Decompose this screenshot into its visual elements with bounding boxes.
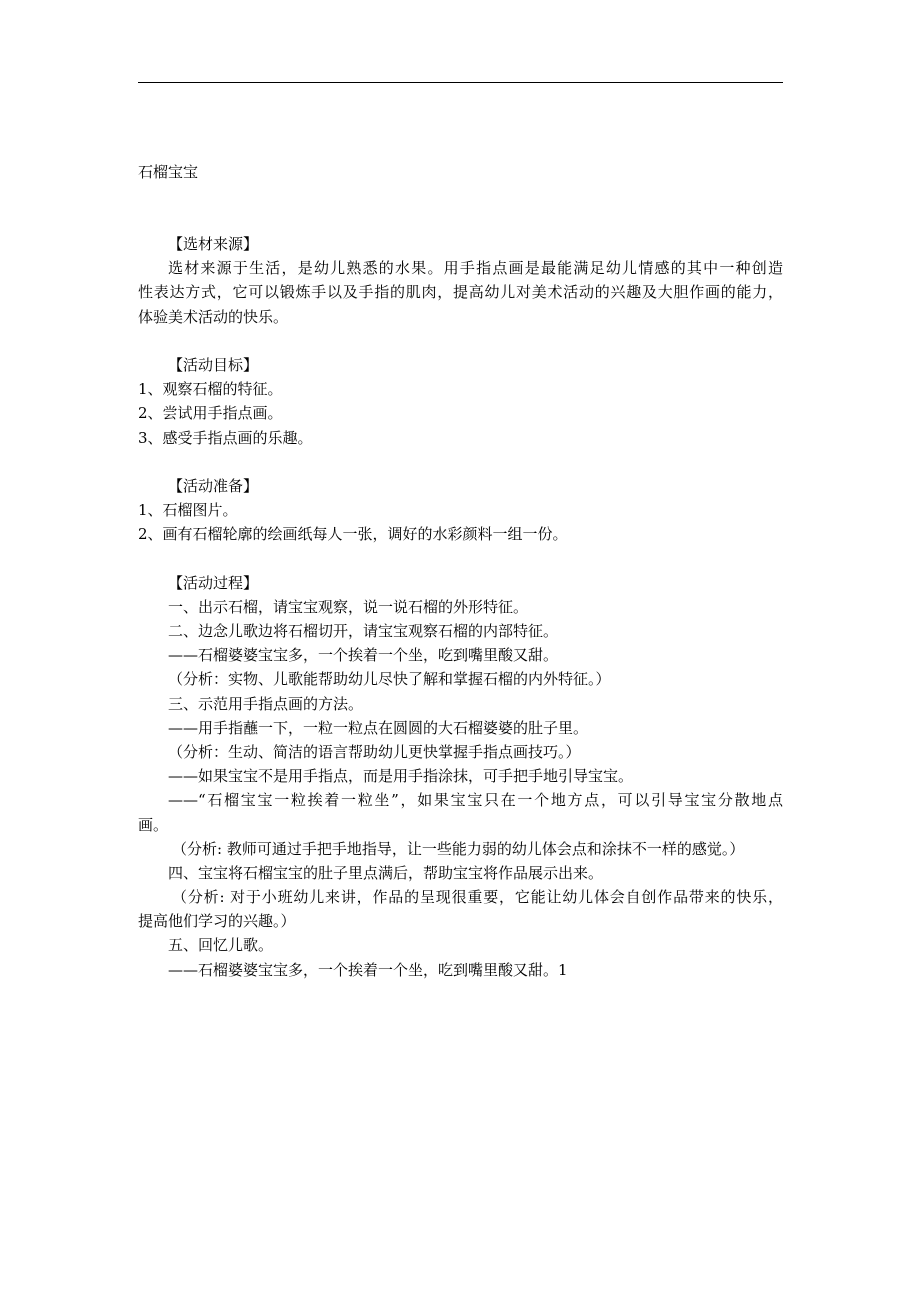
- document-body: [138, 232, 783, 982]
- process-step: 四、宝宝将石榴宝宝的肚子里点满后，帮助宝宝将作品展示出来。: [168, 863, 604, 882]
- paragraph-line: 性表达方式，它可以锻炼手以及手指的肌肉，提高幼儿对美术活动的兴趣及大胆作画的能力，: [138, 283, 783, 302]
- analysis-note-continued: 提高他们学习的兴趣。）: [138, 912, 296, 931]
- list-item: 1、观察石榴的特征。: [138, 380, 283, 399]
- analysis-note: （分析：生动、简洁的语言帮助幼儿更快掌握手指点画技巧。）: [168, 742, 581, 761]
- guidance-line: ——“石榴宝宝一粒挨着一粒坐”，如果宝宝只在一个地方点，可以引导宝宝分散地点: [168, 791, 783, 810]
- rhyme-line: ——用手指蘸一下，一粒一粒点在圆圆的大石榴婆婆的肚子里。: [168, 718, 589, 737]
- section-heading-process: 【活动过程】: [168, 573, 259, 592]
- analysis-note: （分析：实物、儿歌能帮助幼儿尽快了解和掌握石榴的内外特征。）: [168, 670, 611, 689]
- section-gap: [138, 450, 783, 474]
- analysis-note: （分析: 对于小班幼儿来讲，作品的呈现很重要，它能让幼儿体会自创作品带来的快乐，: [172, 888, 783, 907]
- list-item: 3、感受手指点画的乐趣。: [138, 428, 313, 447]
- section-gap: [138, 329, 783, 353]
- section-heading-source: 【选材来源】: [168, 235, 259, 253]
- rhyme-line: ——石榴婆婆宝宝多，一个挨着一个坐，吃到嘴里酸又甜。1: [168, 960, 568, 979]
- process-step: 二、边念儿歌边将石榴切开，请宝宝观察石榴的内部特征。: [168, 622, 559, 640]
- header-rule: [138, 82, 783, 83]
- process-step: 五、回忆儿歌。: [168, 936, 274, 955]
- document-title: 石榴宝宝: [138, 163, 199, 181]
- section-gap: [138, 546, 783, 570]
- list-item: 2、画有石榴轮廓的绘画纸每人一张，调好的水彩颜料一组一份。: [138, 525, 568, 544]
- process-step: 一、出示石榴，请宝宝观察，说一说石榴的外形特征。: [168, 597, 529, 616]
- section-heading-goals: 【活动目标】: [168, 355, 259, 374]
- list-item: 2、尝试用手指点画。: [138, 404, 283, 423]
- paragraph-line: 体验美术活动的快乐。: [138, 307, 289, 326]
- analysis-note: （分析: 教师可通过手把手地指导，让一些能力弱的幼儿体会点和涂抹不一样的感觉。）: [172, 839, 745, 858]
- process-step: 三、示范用手指点画的方法。: [168, 694, 364, 713]
- section-heading-preparation: 【活动准备】: [168, 476, 259, 495]
- guidance-line: ——如果宝宝不是用手指点，而是用手指涂抹，可手把手地引导宝宝。: [168, 767, 634, 786]
- paragraph-line: 选材来源于生活，是幼儿熟悉的水果。用手指点画是最能满足幼儿情感的其中一种创造: [168, 259, 783, 278]
- list-item: 1、石榴图片。: [138, 501, 238, 520]
- rhyme-line: ——石榴婆婆宝宝多，一个挨着一个坐，吃到嘴里酸又甜。: [168, 646, 559, 665]
- guidance-line-continued: 画。: [138, 815, 169, 834]
